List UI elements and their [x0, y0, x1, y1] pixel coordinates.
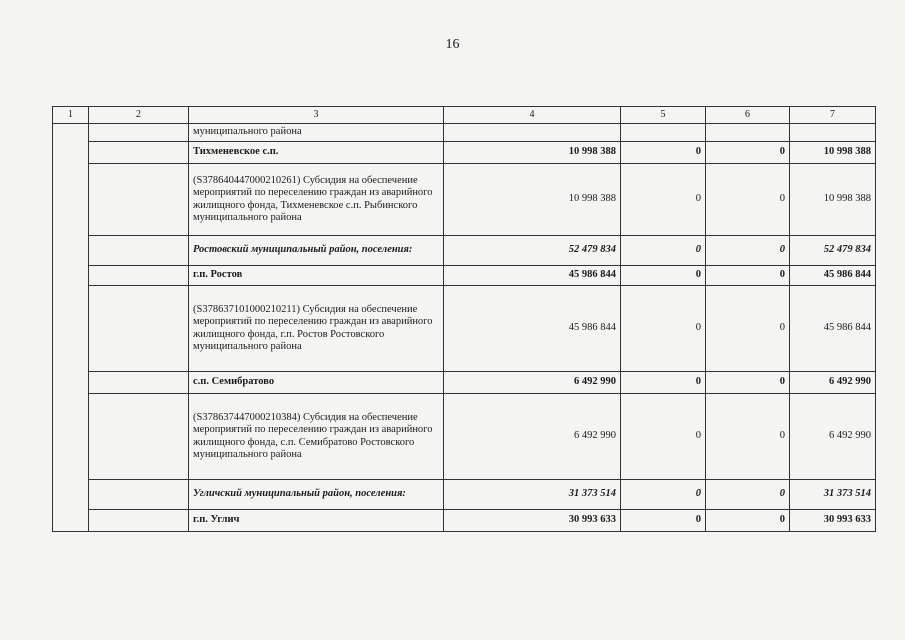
amount-cell-c5: 0 — [621, 510, 706, 532]
table-row — [53, 266, 876, 286]
amount-cell-c4 — [444, 124, 621, 142]
table-row — [53, 236, 876, 266]
column-header: 1 — [53, 107, 89, 124]
table-row — [53, 480, 876, 510]
column-header: 5 — [621, 107, 706, 124]
amount-cell-c5: 0 — [621, 142, 706, 164]
amount-cell-c5: 0 — [621, 286, 706, 372]
amount-cell-c4: 10 998 388 — [444, 164, 621, 236]
amount-cell-c4: 10 998 388 — [444, 142, 621, 164]
code-cell — [89, 372, 189, 394]
amount-cell-c5: 0 — [621, 266, 706, 286]
code-cell — [89, 236, 189, 266]
column-header: 7 — [790, 107, 876, 124]
amount-cell-c4: 45 986 844 — [444, 286, 621, 372]
code-cell — [89, 266, 189, 286]
amount-cell-c7: 52 479 834 — [790, 236, 876, 266]
row-name-cell: г.п. Ростов — [189, 266, 444, 286]
row-name-cell: г.п. Углич — [189, 510, 444, 532]
amount-cell-c6: 0 — [706, 164, 790, 236]
budget-table — [52, 106, 876, 532]
amount-cell-c6: 0 — [706, 266, 790, 286]
amount-cell-c7: 6 492 990 — [790, 394, 876, 480]
amount-cell-c7: 6 492 990 — [790, 372, 876, 394]
table-row — [53, 394, 876, 480]
amount-cell-c6: 0 — [706, 394, 790, 480]
amount-cell-c6: 0 — [706, 142, 790, 164]
page-number: 16 — [445, 37, 460, 52]
row-number-cell — [53, 124, 89, 532]
column-header: 2 — [89, 107, 189, 124]
code-cell — [89, 164, 189, 236]
row-name-cell: (S378637447000210384) Субсидия на обеспечение мероприятий по переселению граждан из аварийного жилищного фонда, с.п. Семибратово Ростовского муниципального района — [189, 394, 444, 480]
table-row — [53, 372, 876, 394]
code-cell — [89, 480, 189, 510]
amount-cell-c5: 0 — [621, 164, 706, 236]
amount-cell-c7: 10 998 388 — [790, 142, 876, 164]
row-name-cell: с.п. Семибратово — [189, 372, 444, 394]
table-row — [53, 164, 876, 236]
row-name-cell: Ростовский муниципальный район, поселения: — [189, 236, 444, 266]
amount-cell-c6: 0 — [706, 372, 790, 394]
amount-cell-c4: 45 986 844 — [444, 266, 621, 286]
amount-cell-c5: 0 — [621, 372, 706, 394]
amount-cell-c6: 0 — [706, 510, 790, 532]
table-row — [53, 142, 876, 164]
amount-cell-c7: 30 993 633 — [790, 510, 876, 532]
table-row — [53, 124, 876, 142]
column-number-header-row — [53, 107, 876, 124]
code-cell — [89, 142, 189, 164]
amount-cell-c7 — [790, 124, 876, 142]
code-cell — [89, 286, 189, 372]
amount-cell-c7: 45 986 844 — [790, 286, 876, 372]
amount-cell-c5: 0 — [621, 480, 706, 510]
amount-cell-c6: 0 — [706, 286, 790, 372]
amount-cell-c5 — [621, 124, 706, 142]
amount-cell-c7: 10 998 388 — [790, 164, 876, 236]
column-header: 6 — [706, 107, 790, 124]
row-name-cell: Угличский муниципальный район, поселения: — [189, 480, 444, 510]
row-name-cell: (S378637101000210211) Субсидия на обеспечение мероприятий по переселению граждан из аварийного жилищного фонда, г.п. Ростов Ростовского муниципального района — [189, 286, 444, 372]
code-cell — [89, 510, 189, 532]
amount-cell-c7: 45 986 844 — [790, 266, 876, 286]
code-cell — [89, 124, 189, 142]
amount-cell-c5: 0 — [621, 394, 706, 480]
row-name-cell: Тихменевское с.п. — [189, 142, 444, 164]
amount-cell-c5: 0 — [621, 236, 706, 266]
table-row — [53, 286, 876, 372]
column-header: 4 — [444, 107, 621, 124]
amount-cell-c6: 0 — [706, 480, 790, 510]
amount-cell-c4: 6 492 990 — [444, 394, 621, 480]
row-name-cell: (S378640447000210261) Субсидия на обеспечение мероприятий по переселению граждан из аварийного жилищного фонда, Тихменевское с.п. Рыбинского муниципального района — [189, 164, 444, 236]
amount-cell-c6: 0 — [706, 236, 790, 266]
column-header: 3 — [189, 107, 444, 124]
row-name-cell: муниципального района — [189, 124, 444, 142]
table-row — [53, 510, 876, 532]
amount-cell-c4: 30 993 633 — [444, 510, 621, 532]
amount-cell-c4: 6 492 990 — [444, 372, 621, 394]
amount-cell-c4: 52 479 834 — [444, 236, 621, 266]
amount-cell-c4: 31 373 514 — [444, 480, 621, 510]
amount-cell-c6 — [706, 124, 790, 142]
code-cell — [89, 394, 189, 480]
amount-cell-c7: 31 373 514 — [790, 480, 876, 510]
